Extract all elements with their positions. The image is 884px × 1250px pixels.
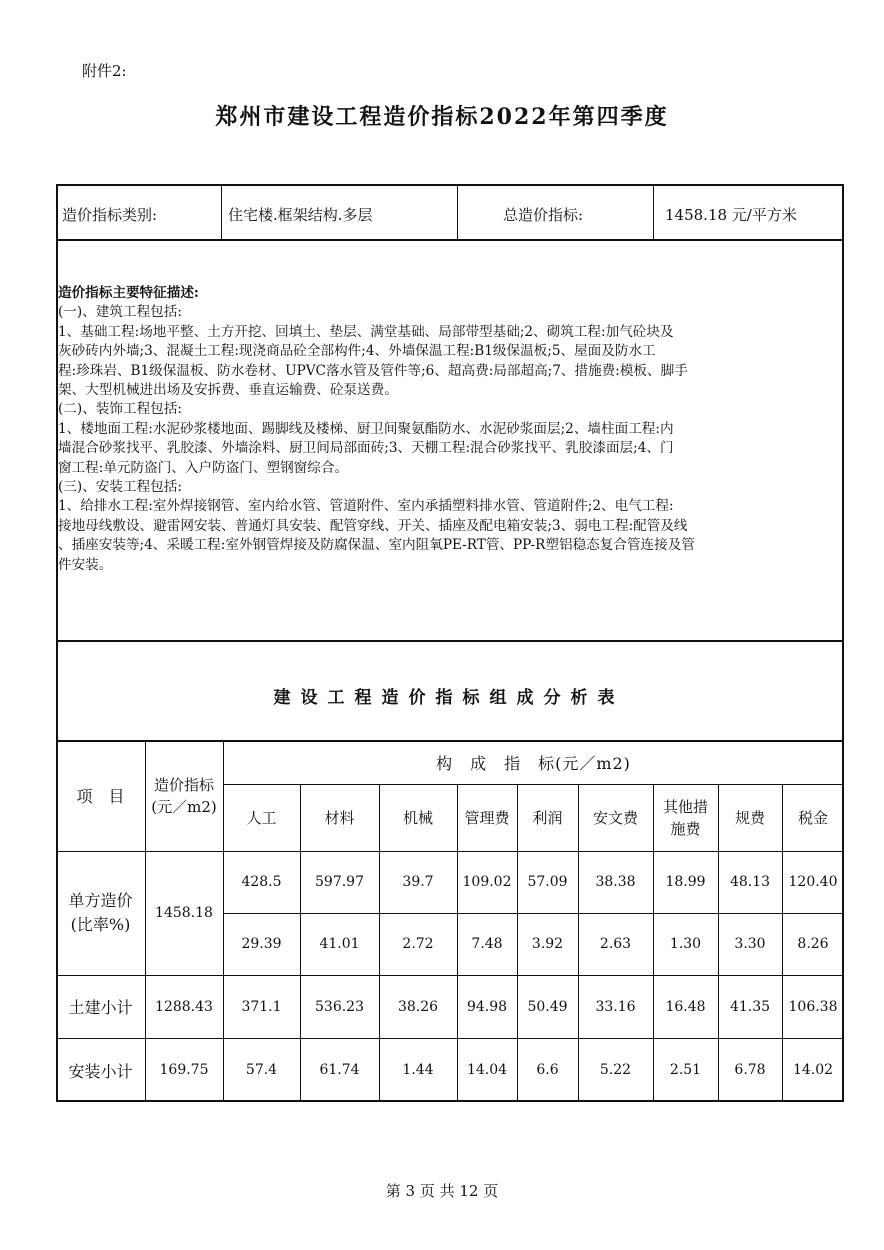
column-header: 利润 (532, 808, 563, 827)
description-line: 1、楼地面工程:水泥砂浆楼地面、踢脚线及楼梯、厨卫间聚氨酯防水、水泥砂浆面层;2、墙柱面工程:内 (58, 420, 674, 437)
civil-subtotal-value: 50.49 (527, 998, 568, 1015)
unit-cost-value: 109.02 (462, 874, 512, 890)
unit-cost-value: 38.38 (595, 874, 636, 890)
civil-subtotal-value: 106.38 (788, 998, 838, 1015)
column-header-item: 项 目 (76, 787, 125, 806)
description-line: 窗工程:单元防盗门、入户防盗门、塑钢窗综合。 (58, 459, 349, 476)
ratio-value: 3.92 (531, 936, 564, 952)
description-line: 灰砂砖内外墙;3、混凝土工程:现浇商品砼全部构件;4、外墙保温工程:B1级保温板;5、屋面及防水工 (58, 343, 656, 360)
install-subtotal-value: 14.04 (466, 1062, 508, 1078)
install-subtotal-value: 1.44 (402, 1062, 434, 1078)
ratio-value: 2.72 (402, 936, 434, 952)
category-value: 住宅楼.框架结构.多层 (228, 206, 373, 224)
description-line: 接地母线敷设、避雷网安装、普通灯具安装、配管穿线、开关、插座及配电箱安装;3、弱电工程:配管及线 (58, 517, 688, 534)
row-label-civil: 土建小计 (68, 998, 133, 1017)
description-line: (三)、安装工程包括: (58, 479, 182, 496)
column-group-header: 构 成 指 标(元／m2) (436, 753, 631, 773)
ratio-value: 3.30 (734, 936, 766, 952)
civil-subtotal-value: 16.48 (665, 998, 706, 1015)
ratio-value: 41.01 (319, 936, 360, 952)
civil-subtotal-value: 41.35 (729, 998, 771, 1015)
install-subtotal-value: 6.6 (536, 1062, 559, 1078)
unit-cost-value: 39.7 (402, 874, 434, 890)
column-header: 管理费 (464, 808, 510, 827)
description-line: 程:珍珠岩、B1级保温板、防水卷材、UPVC落水管及管件等;6、超高费:局部超高;7、措施费:模板、脚手 (58, 362, 688, 379)
description-line: 、插座安装等;4、采暖工程:室外钢管焊接及防腐保温、室内阻氧PE-RT管、PP-R塑铝稳态复合管连接及管 (58, 537, 695, 554)
column-header: 规费 (734, 808, 765, 827)
column-header: 其他措施费 (662, 797, 708, 838)
column-header: 安文费 (592, 808, 638, 827)
row-label-install: 安装小计 (68, 1061, 133, 1081)
column-header: 税金 (797, 808, 828, 827)
description-line: (一)、建筑工程包括: (58, 304, 182, 321)
civil-subtotal-value: 94.98 (466, 998, 508, 1015)
ratio-value: 29.39 (241, 936, 282, 952)
civil-subtotal-value: 536.23 (315, 998, 364, 1015)
column-header: 机械 (402, 808, 433, 827)
description-line: 墙混合砂浆找平、乳胶漆、外墙涂料、厨卫间局部面砖;3、天棚工程:混合砂浆找平、乳胶漆面层;4、门 (58, 440, 674, 457)
civil-subtotal-value: 371.1 (241, 998, 282, 1015)
ratio-value: 2.63 (599, 936, 632, 952)
unit-cost-value: 57.09 (527, 874, 568, 890)
unit-cost-value: 48.13 (729, 874, 771, 890)
description-line: (二)、装饰工程包括: (58, 401, 182, 418)
unit-cost-value: 428.5 (241, 874, 282, 890)
description-line: 1、基础工程:场地平整、土方开挖、回填土、垫层、满堂基础、局部带型基础;2、砌筑工程:加气砼块及 (58, 323, 674, 340)
description-line: 件安装。 (58, 556, 113, 573)
install-subtotal-total: 169.75 (159, 1062, 209, 1078)
install-subtotal-value: 2.51 (669, 1062, 702, 1078)
description-heading: 造价指标主要特征描述: (58, 285, 199, 301)
civil-subtotal-value: 33.16 (595, 998, 636, 1015)
civil-subtotal-total: 1288.43 (155, 998, 213, 1015)
page-footer: 第 3 页 共 12 页 (385, 1182, 499, 1200)
column-header: 材料 (324, 808, 355, 827)
ratio-value: 1.30 (669, 936, 702, 952)
install-subtotal-value: 6.78 (734, 1062, 766, 1078)
description-text (58, 284, 838, 575)
row-label-line: 单方造价 (68, 891, 133, 910)
unit-cost-value: 597.97 (315, 874, 364, 890)
civil-subtotal-value: 38.26 (397, 998, 439, 1015)
row-label-line: (比率%) (70, 915, 131, 934)
description-line: 1、给排水工程:室外焊接钢管、室内给水管、管道附件、室内承插塑料排水管、管道附件;2、电气工程: (58, 498, 674, 515)
column-header-index (145, 740, 223, 851)
column-header: 人工 (246, 808, 277, 827)
column-header-index-line: (元／m2) (151, 797, 217, 816)
unit-cost-value: 120.40 (788, 874, 838, 890)
description-line: 架、大型机械进出场及安拆费、垂直运输费、砼泵送费。 (58, 382, 398, 399)
install-subtotal-value: 57.4 (245, 1062, 278, 1078)
unit-cost-total: 1458.18 (155, 905, 213, 921)
row-label-unit-cost (56, 851, 145, 975)
install-subtotal-value: 5.22 (599, 1062, 632, 1078)
category-label: 造价指标类别: (62, 206, 158, 224)
total-cost-value: 1458.18 元/平方米 (665, 206, 797, 224)
install-subtotal-value: 14.02 (792, 1062, 834, 1078)
unit-cost-value: 18.99 (665, 874, 706, 890)
column-header-index-line: 造价指标 (153, 775, 214, 794)
total-cost-label: 总造价指标: (503, 206, 584, 224)
attachment-label: 附件2: (82, 62, 127, 80)
document-title: 郑州市建设工程造价指标2022年第四季度 (215, 104, 669, 130)
ratio-value: 8.26 (797, 936, 829, 952)
ratio-value: 7.48 (471, 936, 503, 952)
analysis-table-title: 建设工程造价指标组成分析表 (273, 688, 625, 708)
install-subtotal-value: 61.74 (319, 1062, 360, 1078)
